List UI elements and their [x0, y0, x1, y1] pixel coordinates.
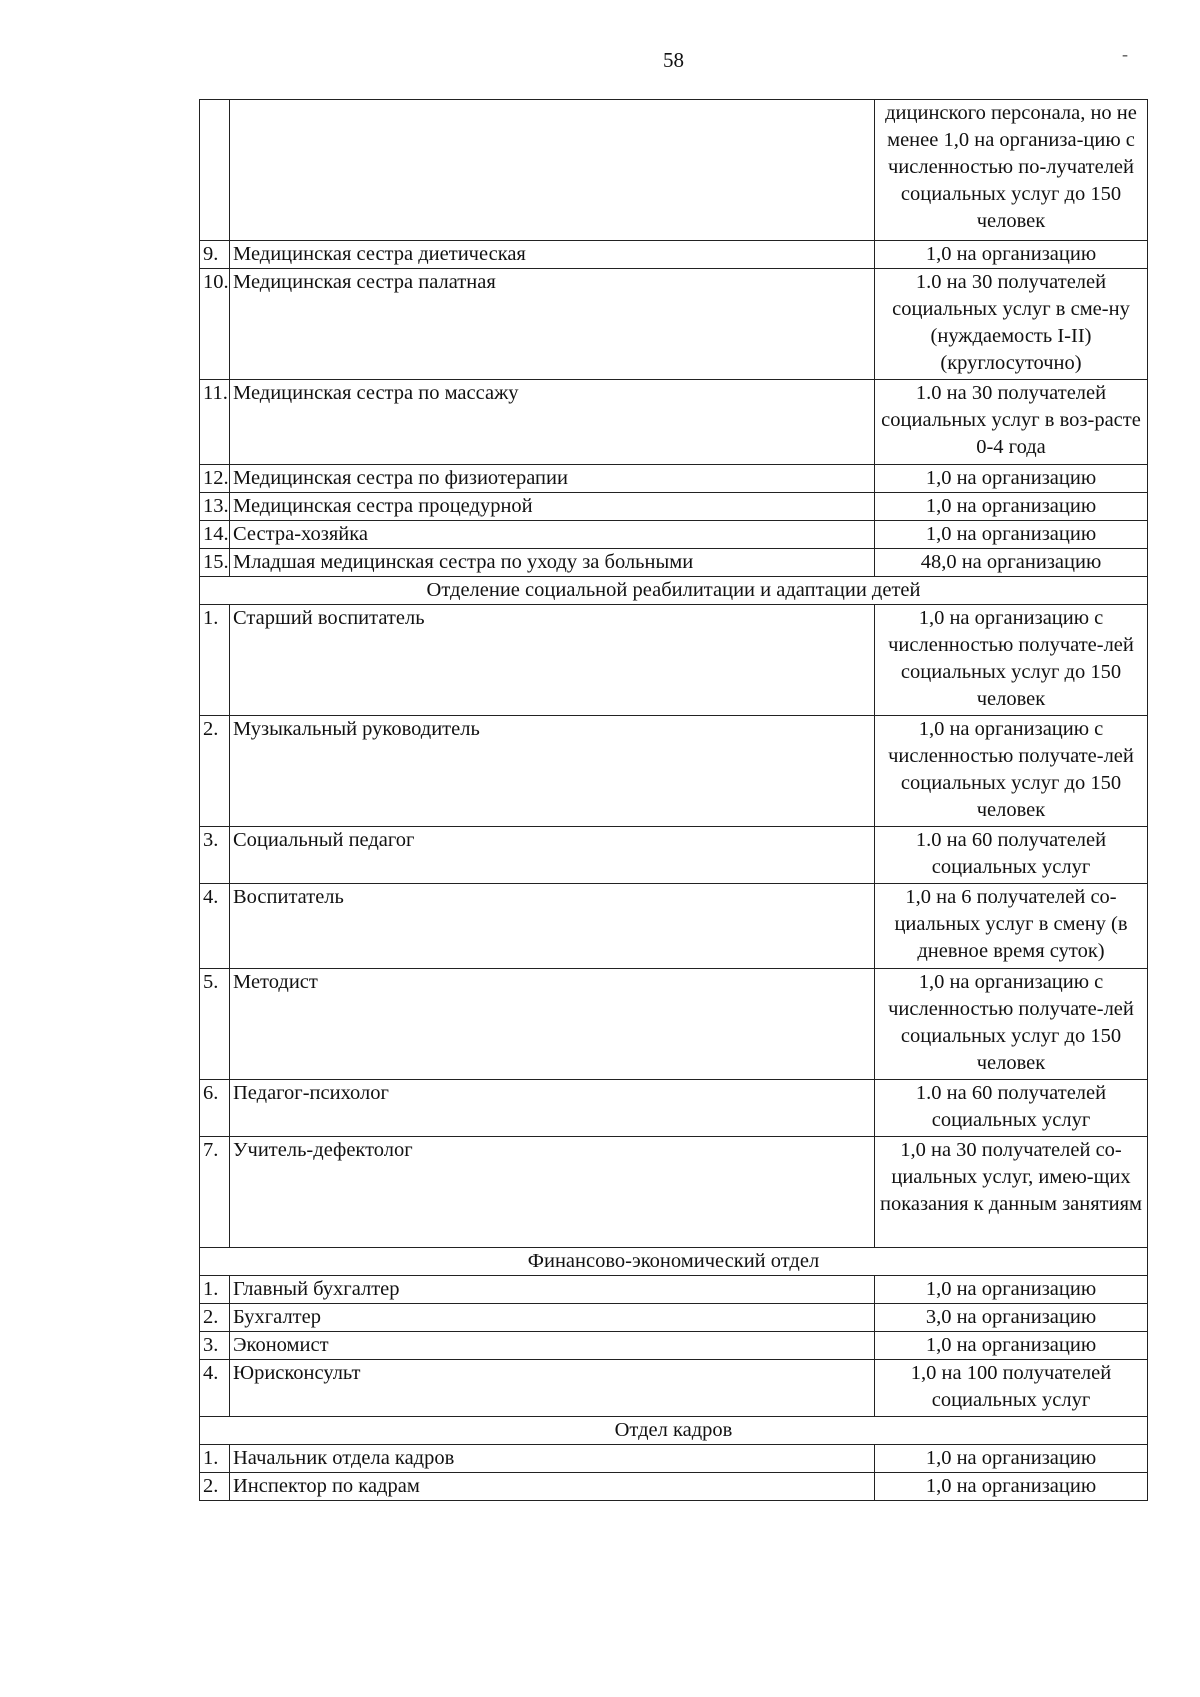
position-name-cell: Медицинская сестра по массажу: [230, 380, 875, 465]
position-name-cell: Медицинская сестра процедурной: [230, 493, 875, 521]
staffing-norm-cell: 1,0 на организацию: [875, 1276, 1148, 1304]
row-number-cell: 2.: [200, 1304, 230, 1332]
staffing-norm-cell: 1,0 на 100 получателей социальных услуг: [875, 1360, 1148, 1417]
staffing-table: [199, 99, 1148, 1501]
staffing-norm-cell: 1,0 на организацию: [875, 1445, 1148, 1473]
row-number-cell: 6.: [200, 1080, 230, 1137]
position-name-cell: Педагог-психолог: [230, 1080, 875, 1137]
table-row: [200, 1276, 1148, 1304]
table-row: [200, 605, 1148, 716]
row-number-cell: 14.: [200, 521, 230, 549]
position-name-cell: Воспитатель: [230, 884, 875, 969]
staffing-norm-cell: 1,0 на организацию с численностью получате-лей социальных услуг до 150 человек: [875, 969, 1148, 1080]
table-row: [200, 493, 1148, 521]
row-number-cell: 3.: [200, 1332, 230, 1360]
position-name-cell: Юрисконсульт: [230, 1360, 875, 1417]
position-name-cell: [230, 100, 875, 241]
staffing-norm-cell: 1.0 на 60 получателей социальных услуг: [875, 827, 1148, 884]
row-number-cell: 7.: [200, 1137, 230, 1248]
table-row: [200, 1360, 1148, 1417]
staffing-norm-cell: 1,0 на организацию: [875, 521, 1148, 549]
position-name-cell: Сестра-хозяйка: [230, 521, 875, 549]
staffing-norm-cell: 1,0 на организацию: [875, 241, 1148, 269]
position-name-cell: Методист: [230, 969, 875, 1080]
table-row: [200, 884, 1148, 969]
staffing-norm-cell: 48,0 на организацию: [875, 549, 1148, 577]
table-row: [200, 549, 1148, 577]
row-number-cell: 4.: [200, 884, 230, 969]
table-row: [200, 269, 1148, 380]
table-row: [200, 465, 1148, 493]
staffing-norm-cell: 1,0 на организацию: [875, 493, 1148, 521]
row-number-cell: 12.: [200, 465, 230, 493]
table-row-continuation: [200, 100, 1148, 241]
staffing-norm-cell: 1.0 на 30 получателей социальных услуг в сме-ну (нуждаемость I-II) (круглосуточно): [875, 269, 1148, 380]
table-row: [200, 969, 1148, 1080]
staffing-norm-cell: 1,0 на организацию: [875, 1473, 1148, 1501]
row-number-cell: 11.: [200, 380, 230, 465]
section-title-hr: Отдел кадров: [200, 1417, 1148, 1445]
row-number-cell: [200, 100, 230, 241]
staffing-norm-cell: 1,0 на организацию: [875, 1332, 1148, 1360]
position-name-cell: Бухгалтер: [230, 1304, 875, 1332]
position-name-cell: Начальник отдела кадров: [230, 1445, 875, 1473]
row-number-cell: 1.: [200, 1276, 230, 1304]
section-header-row: [200, 1417, 1148, 1445]
position-name-cell: Инспектор по кадрам: [230, 1473, 875, 1501]
table-row: [200, 1304, 1148, 1332]
table-row: [200, 1137, 1148, 1248]
section-title-social-rehabilitation: Отделение социальной реабилитации и адаптации детей: [200, 577, 1148, 605]
position-name-cell: Медицинская сестра по физиотерапии: [230, 465, 875, 493]
row-number-cell: 10.: [200, 269, 230, 380]
position-name-cell: Медицинская сестра диетическая: [230, 241, 875, 269]
position-name-cell: Музыкальный руководитель: [230, 716, 875, 827]
table-row: [200, 1445, 1148, 1473]
table-row: [200, 716, 1148, 827]
section-title-finance: Финансово-экономический отдел: [200, 1248, 1148, 1276]
position-name-cell: Социальный педагог: [230, 827, 875, 884]
row-number-cell: 9.: [200, 241, 230, 269]
table-row: [200, 1473, 1148, 1501]
row-number-cell: 1.: [200, 605, 230, 716]
position-name-cell: Главный бухгалтер: [230, 1276, 875, 1304]
row-number-cell: 1.: [200, 1445, 230, 1473]
row-number-cell: 15.: [200, 549, 230, 577]
staffing-norm-cell: 1,0 на 6 получателей со-циальных услуг в смену (в дневное время суток): [875, 884, 1148, 969]
section-header-row: [200, 1248, 1148, 1276]
corner-mark: -: [1122, 44, 1128, 64]
row-number-cell: 5.: [200, 969, 230, 1080]
staffing-norm-cell: 1,0 на организацию: [875, 465, 1148, 493]
table-row: [200, 1080, 1148, 1137]
row-number-cell: 4.: [200, 1360, 230, 1417]
staffing-norm-cell: 1,0 на организацию с численностью получате-лей социальных услуг до 150 человек: [875, 605, 1148, 716]
row-number-cell: 13.: [200, 493, 230, 521]
page-number: 58: [663, 48, 684, 72]
staffing-norm-cell: дицинского персонала, но не менее 1,0 на организа-цию с численностью по-лучателей социальных услуг до 150 человек: [875, 100, 1148, 241]
position-name-cell: Учитель-дефектолог: [230, 1137, 875, 1248]
staffing-norm-cell: 1.0 на 30 получателей социальных услуг в воз-расте 0-4 года: [875, 380, 1148, 465]
position-name-cell: Медицинская сестра палатная: [230, 269, 875, 380]
row-number-cell: 2.: [200, 716, 230, 827]
table-row: [200, 827, 1148, 884]
table-row: [200, 380, 1148, 465]
staffing-norm-cell: 3,0 на организацию: [875, 1304, 1148, 1332]
staffing-norm-cell: 1,0 на 30 получателей со-циальных услуг, имею-щих показания к данным занятиям: [875, 1137, 1148, 1248]
table-row: [200, 1332, 1148, 1360]
section-header-row: [200, 577, 1148, 605]
row-number-cell: 3.: [200, 827, 230, 884]
staffing-norm-cell: 1,0 на организацию с численностью получате-лей социальных услуг до 150 человек: [875, 716, 1148, 827]
position-name-cell: Старший воспитатель: [230, 605, 875, 716]
table-row: [200, 521, 1148, 549]
row-number-cell: 2.: [200, 1473, 230, 1501]
table-row: [200, 241, 1148, 269]
position-name-cell: Младшая медицинская сестра по уходу за больными: [230, 549, 875, 577]
position-name-cell: Экономист: [230, 1332, 875, 1360]
staffing-norm-cell: 1.0 на 60 получателей социальных услуг: [875, 1080, 1148, 1137]
